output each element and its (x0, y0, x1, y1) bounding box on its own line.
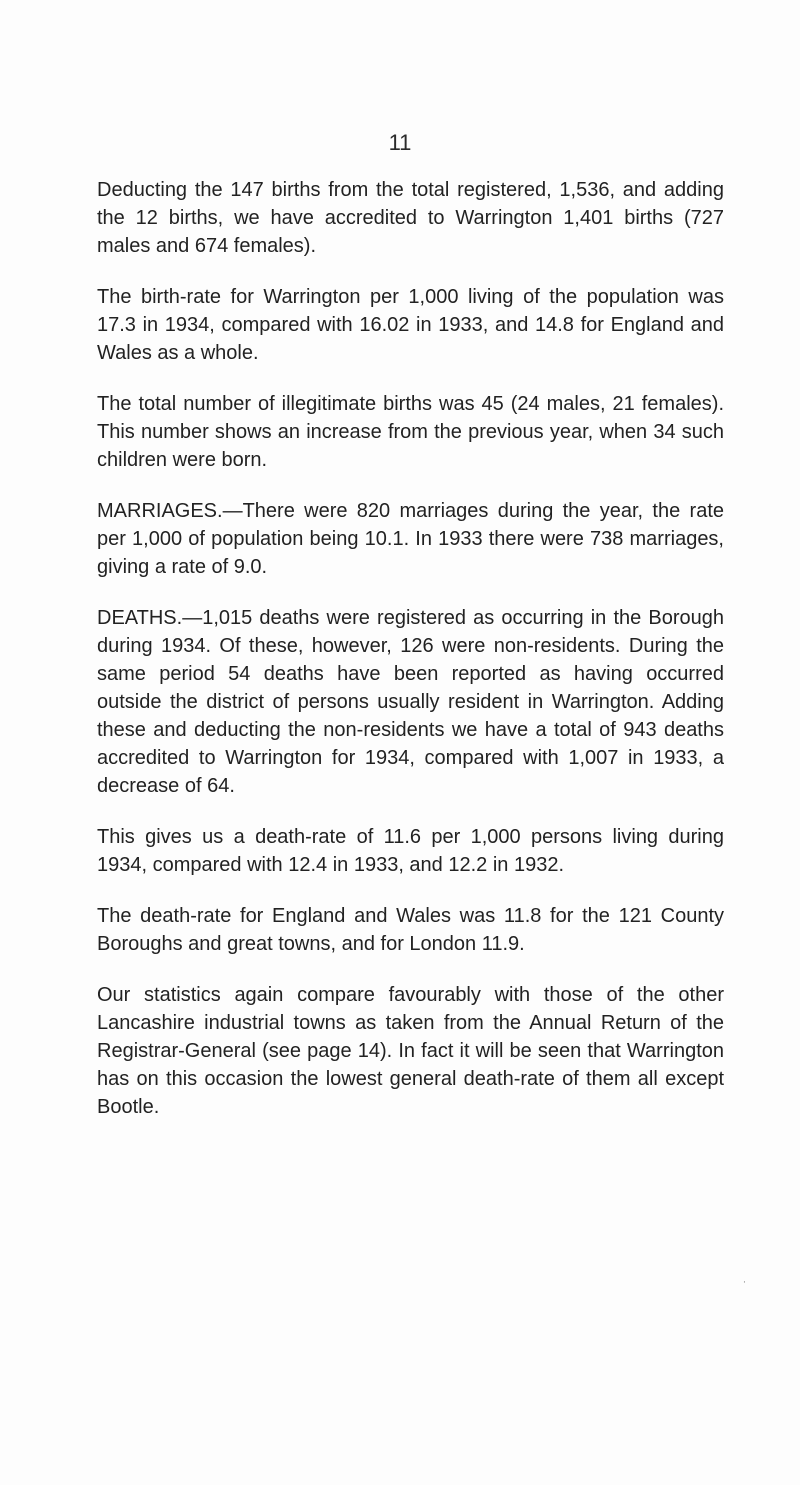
paragraph-deaths: DEATHS.—1,015 deaths were registered as occurring in the Borough during 1934. Of these, however, 126 were non-residents. During the same period 54 deaths have been reported as having occurred outside the district of persons usually resident in Warrington. Adding these and deducting the non-residents we have a total of 943 deaths accredited to Warrington for 1934, compared with 1,007 in 1933, a decrease of 64. (97, 607, 724, 797)
body-text (97, 176, 724, 1144)
paragraph-births-accredited: Deducting the 147 births from the total registered, 1,536, and adding the 12 births, we have accredited to Warrington 1,401 births (727 males and 674 females). (97, 179, 724, 257)
paragraph-england-wales-death-rate: The death-rate for England and Wales was 11.8 for the 121 County Boroughs and great towns, and for London 11.9. (97, 905, 724, 955)
paragraph-death-rate: This gives us a death-rate of 11.6 per 1,000 persons living during 1934, compared with 12.4 in 1933, and 12.2 in 1932. (97, 826, 724, 876)
paragraph-statistics-comparison: Our statistics again compare favourably with those of the other Lancashire industrial towns as taken from the Annual Return of the Registrar-General (see page 14). In fact it will be seen that Warrington has on this occasion the lowest general death-rate of them all except Bootle. (97, 984, 724, 1118)
page-number: 11 (388, 130, 412, 155)
paragraph-illegitimate-births: The total number of illegitimate births was 45 (24 males, 21 females). This number shows an increase from the previous year, when 34 such children were born. (97, 393, 724, 471)
scan-speck-mark: ⋅ (743, 1278, 746, 1288)
paragraph-birth-rate: The birth-rate for Warrington per 1,000 living of the population was 17.3 in 1934, compared with 16.02 in 1933, and 14.8 for England and Wales as a whole. (97, 286, 724, 364)
paragraph-marriages: MARRIAGES.—There were 820 marriages during the year, the rate per 1,000 of population being 10.1. In 1933 there were 738 marriages, giving a rate of 9.0. (97, 500, 724, 578)
